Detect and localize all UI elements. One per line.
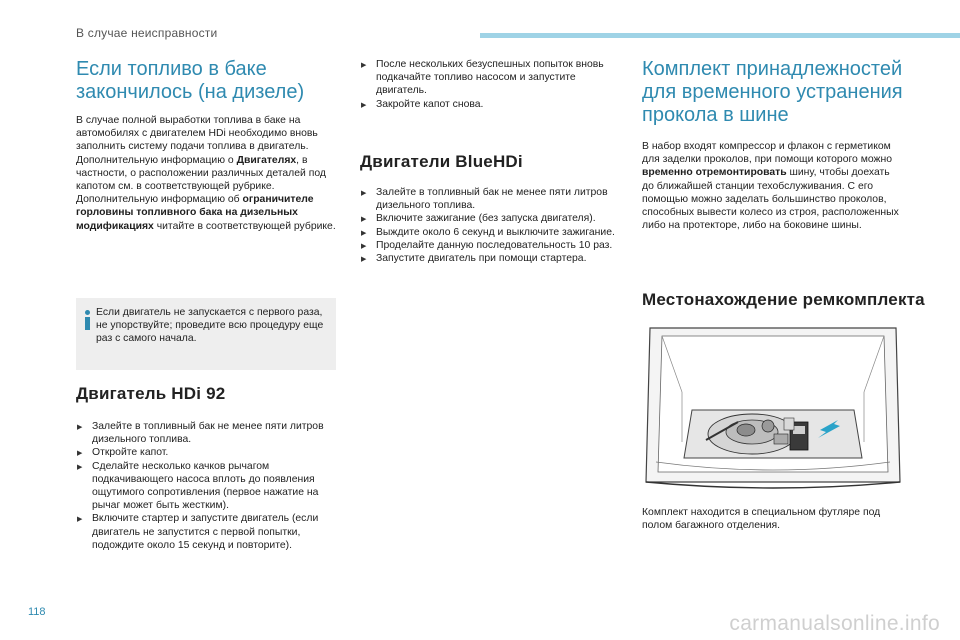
kit-text-bold: временно отремонтировать bbox=[642, 167, 787, 179]
list-item: ▶ Запустите двигатель при помощи стартера. bbox=[360, 252, 622, 265]
intro-text-2: , в частности, о расположении различных деталей под капотом см. в соответствующей рубрике. Дополнительную информацию об bbox=[76, 154, 326, 206]
fuel-out-intro bbox=[76, 114, 338, 233]
kit-location-heading: Местонахождение ремкомплекта bbox=[642, 290, 925, 309]
list-item: ▶ Включите зажигание (без запуска двигателя). bbox=[360, 212, 622, 225]
hdi-heading: Двигатель HDi 92 bbox=[76, 384, 226, 403]
list-item: ▶ Откройте капот. bbox=[76, 446, 338, 459]
list-item: ▶ Залейте в топливный бак не менее пяти литров дизельного топлива. bbox=[360, 186, 622, 212]
list-item: ▶ Проделайте данную последовательность 10 раз. bbox=[360, 239, 622, 252]
kit-text-1: В набор входят компрессор и флакон с герметиком для заделки проколов, при помощи которого можно bbox=[642, 141, 892, 166]
list-item: ▶ После нескольких безуспешных попыток вновь подкачайте топливо насосом и запустите двигатель. bbox=[360, 58, 622, 98]
repair-kit-description bbox=[642, 140, 904, 232]
intro-text-3: читайте в соответствующей рубрике. bbox=[153, 220, 336, 232]
hdi-steps-continued bbox=[360, 58, 622, 111]
fuel-out-title: Если топливо в баке закончилось (на дизеле) bbox=[76, 58, 305, 103]
trunk-illustration bbox=[642, 322, 904, 494]
section-header: В случае неисправности bbox=[76, 26, 218, 40]
intro-text-1: В случае полной выработки топлива в баке на автомобилях с двигателем HDi необходимо вновь заполнить систему подачи топлива в двигатель. Дополнительную информацию о bbox=[76, 115, 318, 166]
kit-text-2: шину, чтобы доехать до ближайшей станции техобслуживания. С его помощью можно заделать большинство проколов, способных вывести колесо из строя, расположенных либо на протекторе, либо на боковине шины. bbox=[642, 167, 899, 232]
list-item: ▶ Выждите около 6 секунд и выключите зажигание. bbox=[360, 226, 622, 239]
list-item: ▶ Залейте в топливный бак не менее пяти литров дизельного топлива. bbox=[76, 420, 338, 446]
header-accent-bar bbox=[480, 33, 960, 38]
watermark: carmanualsonline.info bbox=[729, 612, 940, 635]
intro-link-filler-neck: ограничителе горловины топливного бака на дизельных модификациях bbox=[76, 194, 314, 232]
list-item: ▶ Включите стартер и запустите двигатель (если двигатель не запустится с первой попытки, подождите около 15 секунд и повторите). bbox=[76, 512, 338, 552]
page-number: 118 bbox=[28, 606, 46, 618]
info-note-box bbox=[76, 298, 336, 370]
intro-link-engines: Двигателях bbox=[236, 154, 297, 166]
bluehdi-heading: Двигатели BlueHDi bbox=[360, 152, 523, 171]
info-icon bbox=[84, 310, 91, 330]
kit-location-caption: Комплект находится в специальном футляре под полом багажного отделения. bbox=[642, 507, 881, 532]
repair-kit-title: Комплект принадлежностей для временного устранения прокола в шине bbox=[642, 58, 903, 126]
list-item: ▶ Закройте капот снова. bbox=[360, 98, 622, 111]
info-note-text: Если двигатель не запускается с первого раза, не упорствуйте; проведите всю процедуру еще раз с самого начала. bbox=[96, 307, 324, 345]
column-left bbox=[76, 58, 338, 233]
hdi-steps-list bbox=[76, 420, 338, 552]
list-item: ▶ Сделайте несколько качков рычагом подкачивающего насоса вплоть до появления ощутимого сопротивления (первое нажатие на рычаг может быть жестким). bbox=[76, 460, 338, 513]
bluehdi-steps-list bbox=[360, 186, 622, 265]
